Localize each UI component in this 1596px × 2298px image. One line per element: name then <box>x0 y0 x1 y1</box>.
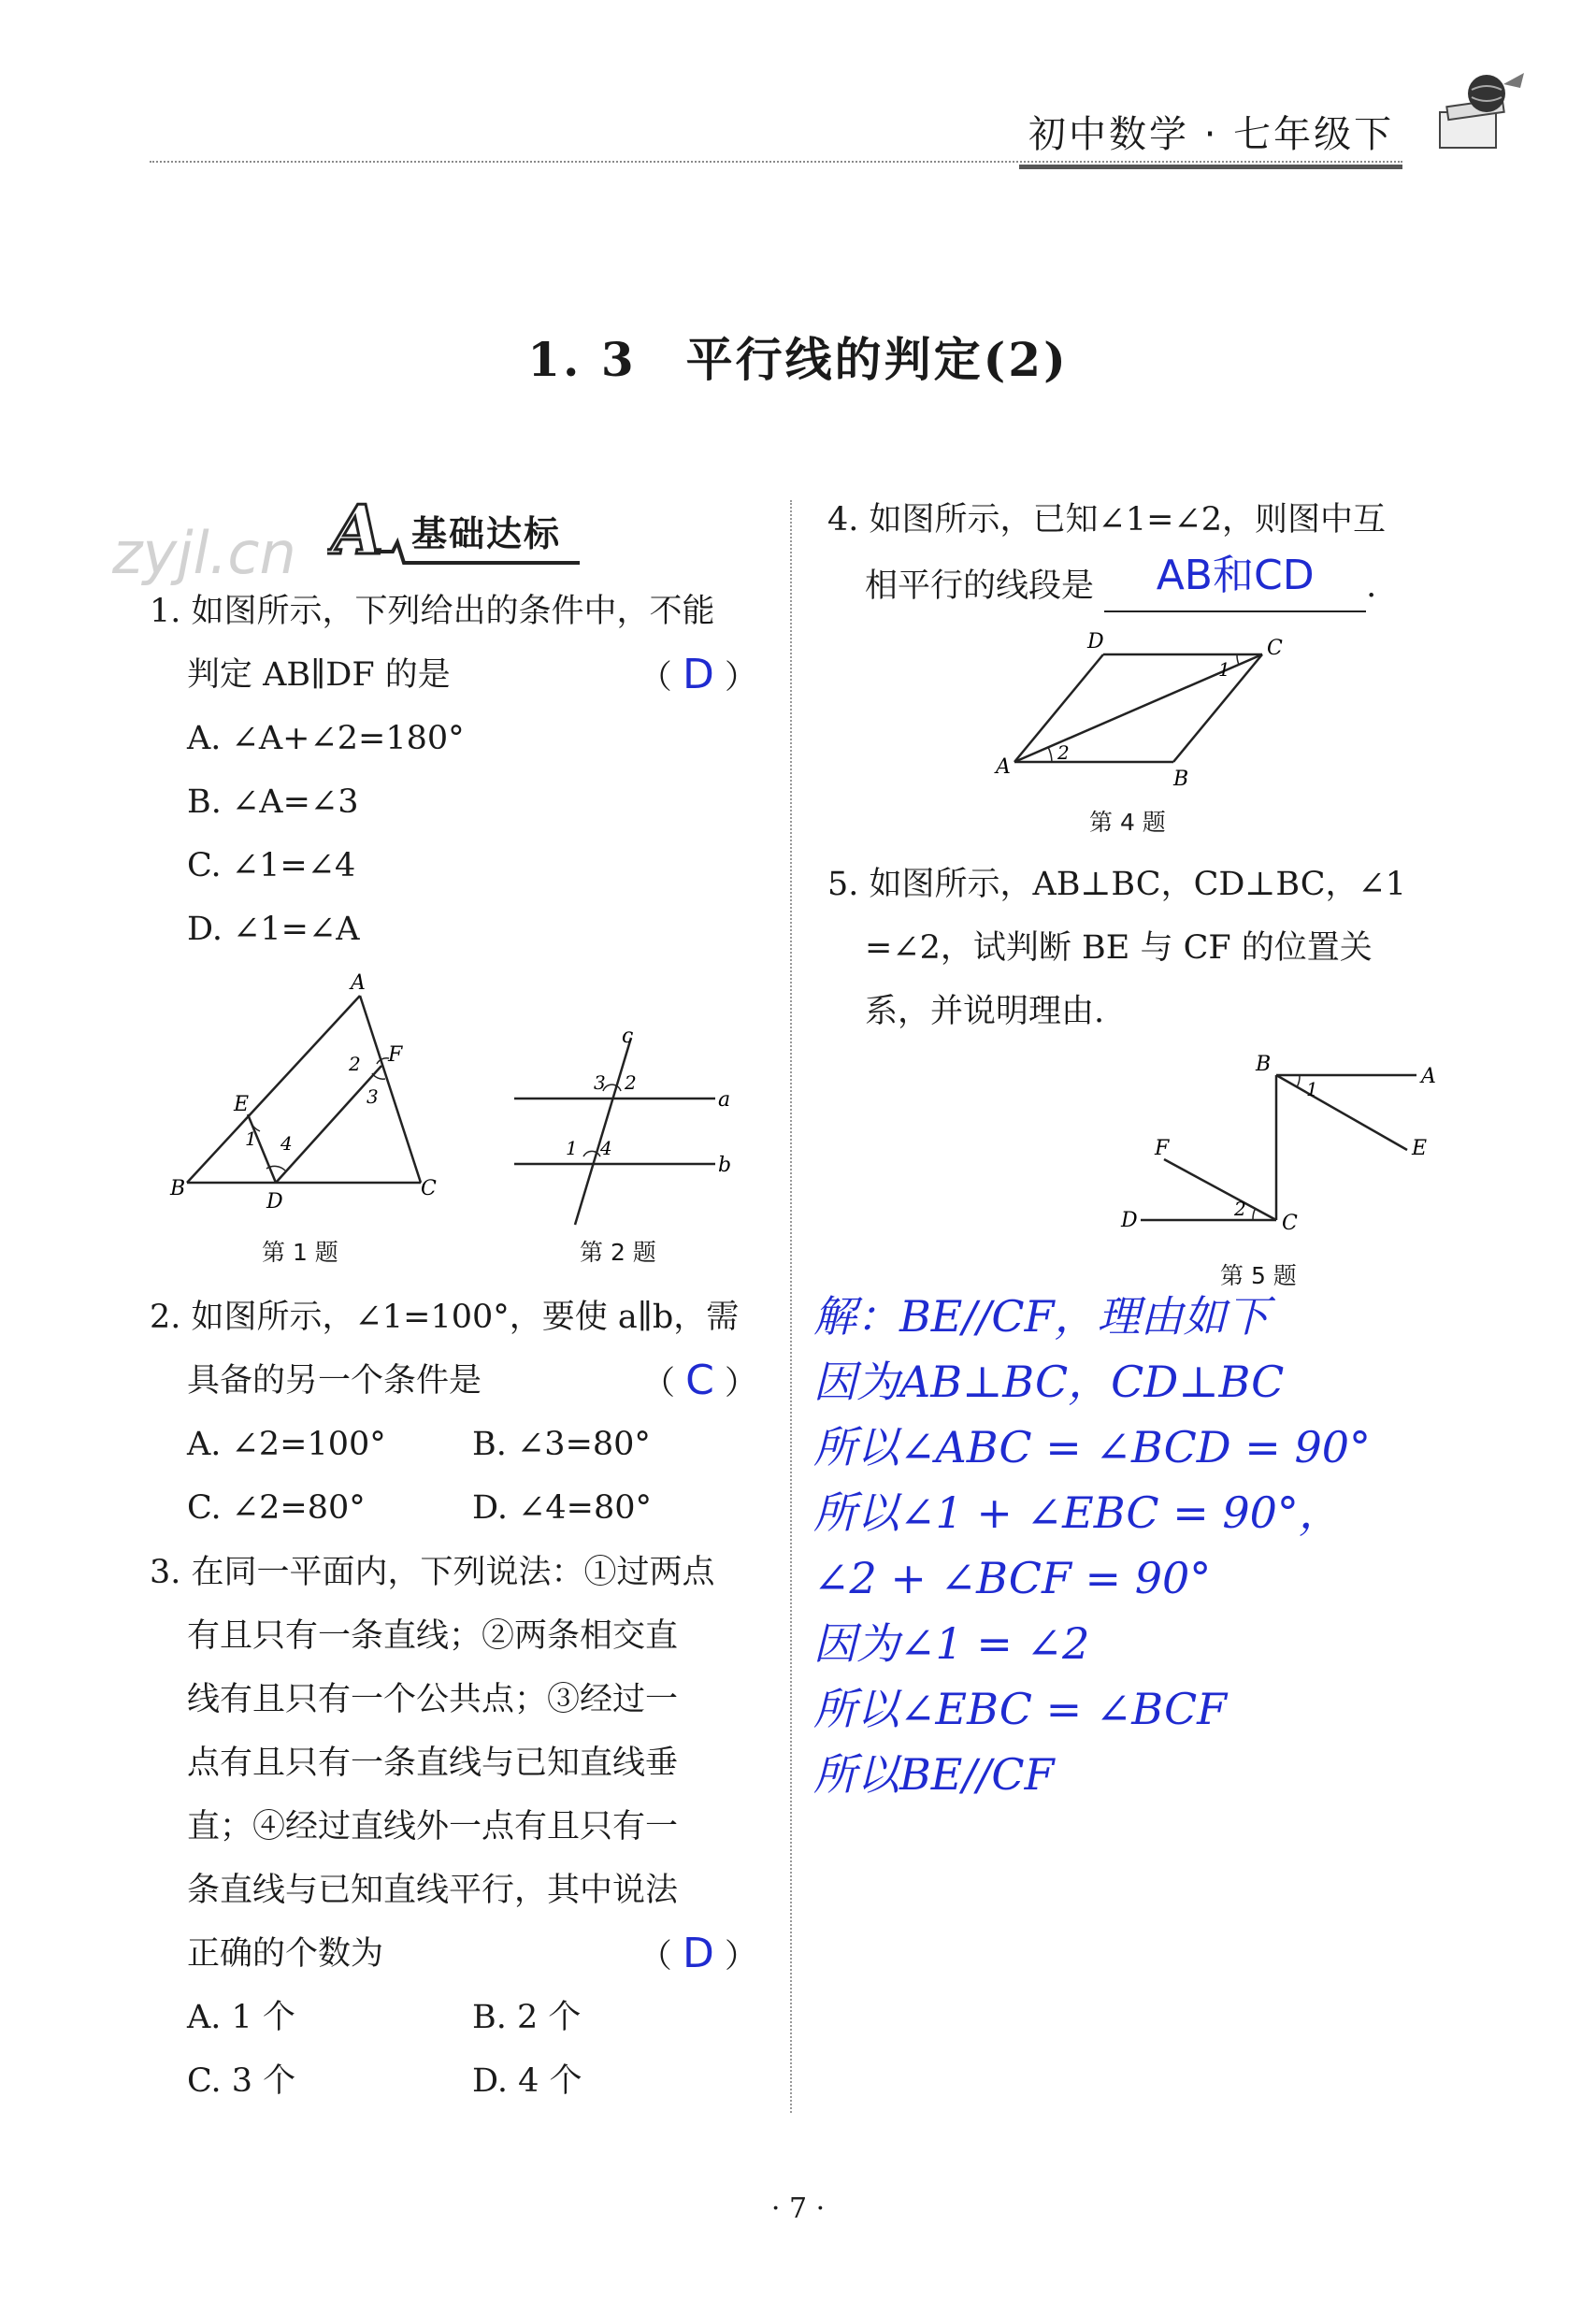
fig2-angle-4: 4 <box>600 1137 612 1159</box>
figure-1 <box>168 972 458 1228</box>
fig2-angle-2: 2 <box>625 1071 637 1094</box>
fig1-label-a: A <box>351 972 366 995</box>
q3-options-row1 <box>150 1986 757 2049</box>
q4-answer-blank <box>1104 544 1366 612</box>
solution-line-8: 所以BE//CF <box>813 1749 1055 1800</box>
q2-line1: 2. 如图所示，∠1=100°，要使 a∥b，需 <box>150 1299 740 1336</box>
solution-block <box>813 1284 1561 1807</box>
q4-line1: 4. 如图所示，已知∠1=∠2，则图中互 <box>827 501 1387 539</box>
question-3 <box>150 1541 757 2113</box>
solution-line-4: 所以∠1 + ∠EBC = 90°， <box>813 1487 1342 1538</box>
fig5-caption: 第 5 题 <box>1220 1262 1297 1289</box>
figure-5 <box>1117 1047 1454 1238</box>
fig5-label-e: E <box>1412 1137 1428 1160</box>
q3-line4: 点有且只有一条直线与已知直线垂 <box>187 1745 679 1782</box>
q3-option-d: D. 4 个 <box>472 2062 582 2100</box>
q3-option-b: B. 2 个 <box>472 1999 582 2036</box>
fig1-label-f: F <box>388 1043 403 1067</box>
fig5-angle-2: 2 <box>1234 1198 1246 1220</box>
column-divider <box>790 500 792 2113</box>
fig1-angle-1: 1 <box>245 1127 257 1150</box>
q2-option-b: B. ∠3=80° <box>472 1426 651 1463</box>
q3-line7-text: 正确的个数为 <box>187 1935 384 1973</box>
q2-line2-text: 具备的另一个条件是 <box>187 1362 482 1400</box>
q3-paren-close: ） <box>724 1938 757 1975</box>
fig2-angle-1: 1 <box>566 1137 578 1159</box>
section-label: 基础达标 <box>411 513 562 554</box>
q3-line1: 3. 在同一平面内，下列说法：①过两点 <box>150 1554 715 1591</box>
q1-paren-open: （ <box>639 659 672 697</box>
solution-line-2: 因为AB⊥BC，CD⊥BC <box>813 1357 1285 1407</box>
q2-options-row1 <box>150 1413 757 1476</box>
q3-option-a: A. 1 个 <box>187 1999 295 2036</box>
q3-line7 <box>150 1922 757 1986</box>
q2-answer-paren <box>642 1349 757 1415</box>
q2-answer: C <box>685 1357 714 1404</box>
fig5-label-a: A <box>1421 1065 1436 1088</box>
q2-line2 <box>150 1349 757 1413</box>
page-title: 1. 3 平行线的判定(2) <box>527 332 1069 387</box>
solution-line-7: 所以∠EBC = ∠BCF <box>813 1684 1228 1734</box>
books-globe-icon <box>1431 65 1533 158</box>
header-title: 初中数学 · 七年级下 <box>1028 113 1395 156</box>
fig5-label-c: C <box>1282 1212 1298 1234</box>
fig1-label-e: E <box>234 1093 250 1116</box>
q1-line1: 1. 如图所示，下列给出的条件中，不能 <box>150 593 715 630</box>
fig1-angle-4: 4 <box>280 1132 293 1155</box>
q1-option-d: D. ∠1=∠A <box>187 911 360 948</box>
q5-line3: 系，并说明理由. <box>865 993 1105 1030</box>
q3-answer-paren <box>640 1922 757 1989</box>
fig4-label-b: B <box>1173 768 1189 790</box>
question-2 <box>150 1285 757 1540</box>
q1-option-c: C. ∠1=∠4 <box>187 847 356 884</box>
fig1-caption: 第 1 题 <box>262 1239 338 1266</box>
fig4-label-d: D <box>1087 630 1104 653</box>
fig4-label-c: C <box>1267 637 1283 660</box>
q3-paren-open: （ <box>639 1938 672 1975</box>
section-badge-letter: A <box>331 496 383 569</box>
solution-line-6: 因为∠1 = ∠2 <box>813 1618 1090 1669</box>
q1-option-a: A. ∠A+∠2=180° <box>187 720 465 757</box>
q1-line2-text: 判定 AB∥DF 的是 <box>187 656 451 694</box>
q5-line1: 5. 如图所示，AB⊥BC，CD⊥BC，∠1 <box>827 866 1407 903</box>
q3-line2: 有且只有一条直线；②两条相交直 <box>187 1617 679 1655</box>
fig4-angle-1: 1 <box>1218 658 1230 681</box>
q1-line2 <box>150 643 757 707</box>
q3-line6: 条直线与已知直线平行，其中说法 <box>187 1872 679 1909</box>
fig2-angle-3: 3 <box>594 1071 606 1094</box>
q4-end: . <box>1366 567 1377 605</box>
fig4-label-a: A <box>996 755 1011 779</box>
solution-line-3: 所以∠ABC = ∠BCD = 90° <box>813 1422 1372 1472</box>
figure-2 <box>505 1024 748 1233</box>
question-4 <box>827 488 1435 620</box>
q2-options-row2 <box>150 1476 757 1540</box>
q4-line2 <box>827 552 1435 620</box>
q3-options-row2 <box>150 2049 757 2113</box>
q2-paren-close: ） <box>724 1365 757 1402</box>
fig1-label-d: D <box>266 1190 283 1214</box>
q1-option-b: B. ∠A=∠3 <box>187 783 359 821</box>
q5-line2: =∠2，试判断 BE 与 CF 的位置关 <box>865 929 1373 967</box>
q3-answer: D <box>682 1930 714 1977</box>
fig4-angle-2: 2 <box>1057 741 1070 764</box>
q3-line3: 线有且只有一个公共点；③经过一 <box>187 1681 679 1718</box>
fig5-angle-1: 1 <box>1306 1078 1318 1100</box>
fig4-caption: 第 4 题 <box>1089 809 1166 836</box>
fig2-caption: 第 2 题 <box>580 1239 656 1266</box>
fig5-label-d: D <box>1121 1209 1138 1232</box>
fig1-label-b: B <box>170 1177 186 1200</box>
q4-answer: AB和CD <box>1156 552 1315 599</box>
fig1-angle-3: 3 <box>367 1085 379 1108</box>
solution-line-1: 解：BE//CF，理由如下 <box>813 1291 1270 1342</box>
fig2-label-b: b <box>718 1154 732 1177</box>
question-1 <box>150 580 757 961</box>
fig5-label-f: F <box>1155 1137 1170 1160</box>
q4-line2-text: 相平行的线段是 <box>865 567 1095 605</box>
q1-answer-paren <box>640 643 757 710</box>
q2-option-c: C. ∠2=80° <box>187 1489 366 1527</box>
fig2-label-c: c <box>622 1025 634 1048</box>
q2-option-d: D. ∠4=80° <box>472 1489 653 1527</box>
fig2-label-a: a <box>718 1088 731 1112</box>
q2-paren-open: （ <box>641 1365 675 1402</box>
fig5-label-b: B <box>1256 1053 1272 1076</box>
q3-option-c: C. 3 个 <box>187 2062 296 2100</box>
q3-line5: 直；④经过直线外一点有且只有一 <box>187 1808 679 1846</box>
q1-answer: D <box>682 651 714 698</box>
page-number: · 7 · <box>770 2192 826 2225</box>
solution-line-5: ∠2 + ∠BCF = 90° <box>813 1553 1212 1603</box>
watermark: zyjl.cn <box>112 519 296 587</box>
q1-paren-close: ） <box>724 659 757 697</box>
fig1-label-c: C <box>421 1177 437 1200</box>
q2-option-a: A. ∠2=100° <box>187 1426 386 1463</box>
question-5 <box>827 853 1435 1043</box>
figure-4 <box>986 622 1295 794</box>
fig1-angle-2: 2 <box>349 1053 361 1075</box>
